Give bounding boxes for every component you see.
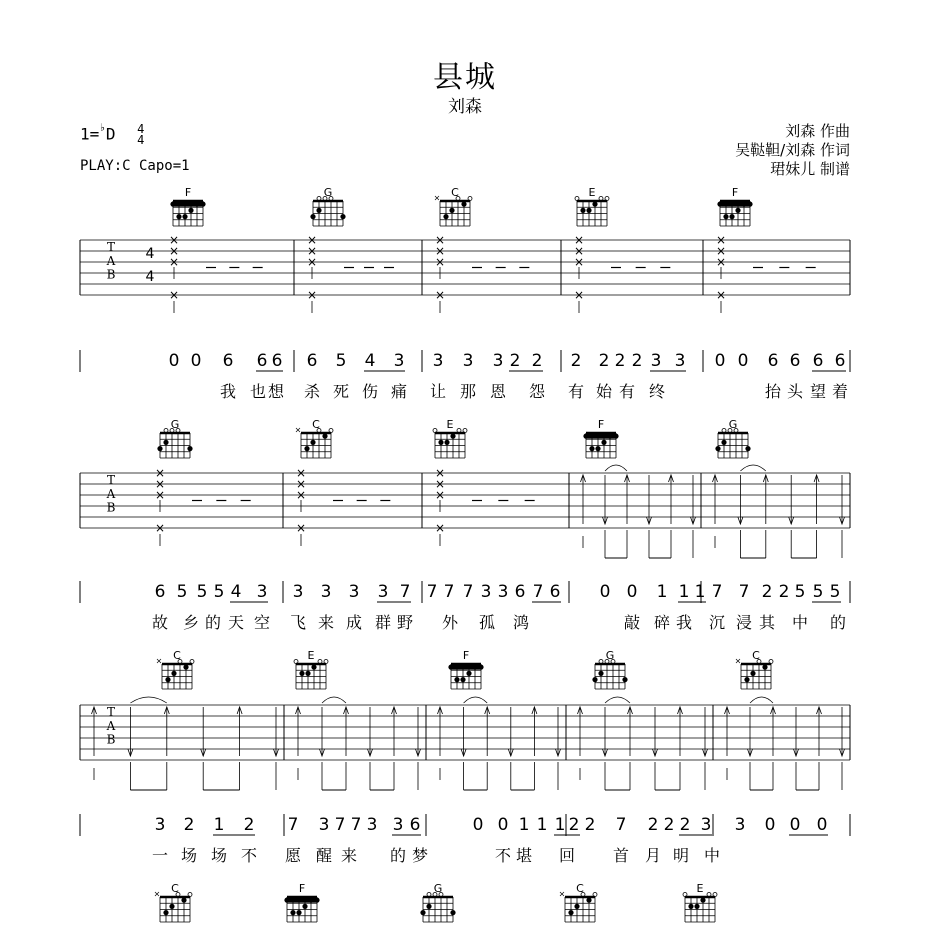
numbered-notation-3 [80, 814, 850, 836]
tab-letter: B [106, 267, 116, 282]
chord-diagram-C [559, 882, 597, 922]
chord-diagram-C [434, 186, 472, 226]
note-6: 6 [789, 351, 801, 371]
lyric-char: 望 [809, 382, 827, 401]
lyric-char: 始 [595, 382, 613, 401]
svg-text:×: × [306, 288, 318, 302]
note-6: 6 [271, 351, 283, 371]
lyric-char: 来 [340, 846, 358, 865]
svg-text:×: × [573, 288, 585, 302]
note-0: 0 [816, 815, 828, 835]
tab-letter: T [106, 240, 116, 254]
chord-diagram-G [157, 418, 192, 458]
key-flat: ♭ [99, 120, 106, 134]
chord-name: G [605, 649, 615, 662]
song-title: 县城 [433, 60, 497, 95]
tab-letter: A [106, 718, 116, 733]
note-6: 6 [256, 351, 268, 371]
svg-text:×: × [573, 233, 585, 247]
note-2: 2 [183, 815, 195, 835]
lyric-char: 堪 [515, 846, 533, 865]
note-3: 3 [393, 351, 405, 371]
svg-text:×: × [434, 233, 446, 247]
note-3: 3 [674, 351, 686, 371]
tab-letter: B [106, 732, 116, 747]
lyric-char: 的 [829, 613, 847, 632]
lyric-char: 外 [441, 613, 459, 632]
tab-staff-1 [80, 233, 850, 313]
lyric-char: 杀 [303, 382, 321, 401]
svg-text:×: × [168, 255, 180, 269]
svg-text:×: × [168, 244, 180, 258]
note-3: 3 [377, 582, 389, 602]
numbered-notation-2 [80, 581, 850, 603]
note-1: 1 [518, 815, 530, 835]
note-3: 3 [348, 582, 360, 602]
lyric-char: 群 [374, 613, 392, 632]
svg-text:×: × [434, 255, 446, 269]
note-0: 0 [168, 351, 180, 371]
chord-diagram-G [310, 186, 345, 226]
chord-diagram-F [284, 882, 319, 922]
chord-name: F [184, 186, 192, 199]
note-7: 7 [350, 815, 362, 835]
note-3: 3 [734, 815, 746, 835]
chord-name: G [323, 186, 333, 199]
note-7: 7 [532, 582, 544, 602]
note-1: 1 [554, 815, 566, 835]
note-0: 0 [472, 815, 484, 835]
chord-name: C [173, 649, 181, 662]
note-0: 0 [789, 815, 801, 835]
svg-text:×: × [306, 233, 318, 247]
svg-text:×: × [558, 889, 566, 899]
time-top: 4 [137, 122, 145, 136]
note-3: 3 [497, 582, 509, 602]
tab-staff-2 [80, 465, 850, 558]
note-6: 6 [812, 351, 824, 371]
note-6: 6 [222, 351, 234, 371]
svg-text:×: × [154, 521, 166, 535]
note-2: 2 [614, 351, 626, 371]
key-note: D [105, 124, 116, 144]
svg-text:×: × [434, 244, 446, 258]
svg-text:×: × [573, 255, 585, 269]
chord-diagram-F [170, 186, 205, 226]
chord-diagram-C [295, 418, 333, 458]
note-1: 1 [213, 815, 225, 835]
lyric-char: 终 [648, 382, 666, 401]
lyric-char: 伤 [361, 382, 379, 401]
credit-composer: 刘森 作曲 [785, 122, 850, 140]
lyric-char: 一 [151, 846, 169, 865]
chord-diagram-E [433, 418, 467, 458]
svg-text:×: × [434, 466, 446, 480]
svg-text:×: × [168, 288, 180, 302]
note-3: 3 [292, 582, 304, 602]
svg-text:×: × [295, 466, 307, 480]
svg-text:×: × [294, 425, 302, 435]
note-5: 5 [176, 582, 188, 602]
note-2: 2 [568, 815, 580, 835]
note-6: 6 [834, 351, 846, 371]
chord-name: F [462, 649, 470, 662]
note-3: 3 [392, 815, 404, 835]
lyric-char: 敲 [623, 613, 641, 632]
note-7: 7 [711, 582, 723, 602]
chord-name: F [731, 186, 739, 199]
lyric-char: 鸿 [512, 613, 530, 632]
note-3: 3 [256, 582, 268, 602]
play-capo: PLAY:C Capo=1 [80, 158, 190, 174]
note-3: 3 [700, 815, 712, 835]
note-3: 3 [492, 351, 504, 371]
svg-text:×: × [155, 656, 163, 666]
svg-text:×: × [295, 521, 307, 535]
chord-diagram-C [156, 649, 194, 689]
note-1: 1 [656, 582, 668, 602]
lyric-char: 场 [210, 846, 228, 865]
chord-name: E [446, 418, 454, 431]
lyric-char: 的 [389, 846, 407, 865]
note-2: 2 [631, 351, 643, 371]
note-2: 2 [598, 351, 610, 371]
note-2: 2 [663, 815, 675, 835]
note-7: 7 [426, 582, 438, 602]
note-7: 7 [462, 582, 474, 602]
note-1: 1 [536, 815, 548, 835]
note-7: 7 [399, 582, 411, 602]
note-5: 5 [335, 351, 347, 371]
svg-text:×: × [168, 233, 180, 247]
lyric-char: 孤 [478, 613, 496, 632]
chord-name: E [307, 649, 315, 662]
chord-name: C [576, 882, 584, 895]
note-0: 0 [714, 351, 726, 371]
note-6: 6 [306, 351, 318, 371]
note-6: 6 [154, 582, 166, 602]
lyric-char: 不 [494, 846, 512, 865]
lyric-char: 那 [459, 382, 477, 401]
note-0: 0 [599, 582, 611, 602]
lyric-char: 明 [672, 846, 690, 865]
note-5: 5 [794, 582, 806, 602]
lyric-char: 梦 [411, 846, 429, 865]
svg-text:×: × [734, 656, 742, 666]
lyric-char: 天 [227, 613, 245, 632]
lyric-char: 着 [831, 382, 849, 401]
chord-diagram-F [583, 418, 618, 458]
note-4: 4 [364, 351, 376, 371]
lyric-char: 痛 [390, 382, 408, 401]
key-prefix: 1= [80, 124, 100, 144]
svg-text:×: × [306, 255, 318, 269]
svg-text:×: × [715, 255, 727, 269]
tab-letter: A [106, 253, 116, 268]
chord-name: G [728, 418, 738, 431]
note-5: 5 [196, 582, 208, 602]
svg-text:×: × [573, 244, 585, 258]
svg-text:×: × [434, 488, 446, 502]
svg-text:×: × [715, 244, 727, 258]
tab-letter: A [106, 486, 116, 501]
chord-name: C [752, 649, 760, 662]
lyric-char: 死 [332, 382, 350, 401]
lyric-char: 头 [786, 382, 804, 401]
chord-diagram-F [448, 649, 483, 689]
svg-text:×: × [306, 244, 318, 258]
tab-staff-3 [80, 697, 850, 790]
lyric-char: 其 [758, 613, 776, 632]
chord-name: C [312, 418, 320, 431]
lyric-char: 愿 [284, 846, 302, 865]
note-5: 5 [829, 582, 841, 602]
lyric-char: 飞 [289, 613, 307, 632]
note-2: 2 [647, 815, 659, 835]
lyric-char: 来 [317, 613, 335, 632]
note-0: 0 [737, 351, 749, 371]
note-3: 3 [320, 582, 332, 602]
lyric-char: 想 [267, 382, 285, 401]
credit-transcriber: 珺妹儿 制谱 [770, 160, 850, 178]
chord-diagram-C [154, 882, 192, 922]
lyric-char: 让 [429, 382, 447, 401]
lyric-char: 也 [249, 382, 267, 401]
note-4: 4 [230, 582, 242, 602]
lyric-char: 沉 [708, 613, 726, 632]
tab-letter: T [106, 705, 116, 719]
numbered-notation-1 [80, 350, 850, 372]
note-2: 2 [584, 815, 596, 835]
lyric-char: 乡 [182, 613, 200, 632]
svg-text:×: × [434, 521, 446, 535]
lyric-char: 抬 [764, 382, 782, 401]
lyric-char: 成 [345, 613, 363, 632]
note-3: 3 [480, 582, 492, 602]
lyric-char: 浸 [735, 613, 753, 632]
lyric-char: 醒 [315, 846, 333, 865]
note-0: 0 [190, 351, 202, 371]
svg-text:×: × [154, 477, 166, 491]
chord-name: E [696, 882, 704, 895]
chord-diagram-G [420, 882, 455, 922]
time-bottom: 4 [137, 133, 145, 147]
svg-text:×: × [715, 233, 727, 247]
note-2: 2 [570, 351, 582, 371]
note-3: 3 [650, 351, 662, 371]
note-7: 7 [334, 815, 346, 835]
tab-time-sig: 4 [145, 246, 155, 262]
chord-name: E [588, 186, 596, 199]
note-2: 2 [679, 815, 691, 835]
chord-name: G [433, 882, 443, 895]
chord-name: F [597, 418, 605, 431]
chord-diagram-E [575, 186, 609, 226]
lyric-char: 回 [558, 846, 576, 865]
lyric-char: 我 [675, 613, 693, 632]
note-7: 7 [615, 815, 627, 835]
note-3: 3 [366, 815, 378, 835]
chord-name: C [171, 882, 179, 895]
lyric-char: 有 [618, 382, 636, 401]
note-7: 7 [443, 582, 455, 602]
note-5: 5 [812, 582, 824, 602]
chord-diagram-G [592, 649, 627, 689]
chord-name: C [451, 186, 459, 199]
chord-diagram-C [735, 649, 773, 689]
note-3: 3 [462, 351, 474, 371]
lyric-char: 月 [644, 846, 662, 865]
chord-name: F [298, 882, 306, 895]
svg-text:×: × [154, 466, 166, 480]
lyric-char: 空 [253, 613, 271, 632]
tab-letter: B [106, 500, 116, 515]
note-5: 5 [213, 582, 225, 602]
chord-name: G [170, 418, 180, 431]
note-0: 0 [764, 815, 776, 835]
lyric-char: 碎 [653, 613, 671, 632]
chord-diagram-F [717, 186, 752, 226]
note-3: 3 [432, 351, 444, 371]
svg-text:×: × [434, 477, 446, 491]
lyric-char: 场 [180, 846, 198, 865]
tab-time-sig: 4 [145, 269, 155, 285]
lyric-char: 有 [567, 382, 585, 401]
svg-text:×: × [295, 488, 307, 502]
chord-diagram-E [294, 649, 328, 689]
lyric-char: 故 [151, 613, 169, 632]
note-2: 2 [509, 351, 521, 371]
chord-diagram-G [715, 418, 750, 458]
credit-lyricist: 吴鞑靼/刘森 作词 [735, 141, 850, 159]
note-1: 1 [678, 582, 690, 602]
lyric-char: 我 [219, 382, 237, 401]
note-6: 6 [409, 815, 421, 835]
lyric-char: 野 [396, 613, 414, 632]
svg-text:×: × [153, 889, 161, 899]
lyric-char: 首 [612, 846, 630, 865]
lyric-char: 中 [703, 846, 721, 865]
note-6: 6 [514, 582, 526, 602]
note-2: 2 [778, 582, 790, 602]
note-3: 3 [154, 815, 166, 835]
note-6: 6 [767, 351, 779, 371]
note-3: 3 [318, 815, 330, 835]
svg-text:×: × [295, 477, 307, 491]
lyric-char: 中 [791, 613, 809, 632]
lyric-char: 怨 [528, 382, 546, 401]
note-1: 1 [694, 582, 706, 602]
note-6: 6 [549, 582, 561, 602]
note-2: 2 [761, 582, 773, 602]
song-artist: 刘森 [448, 97, 482, 117]
note-7: 7 [287, 815, 299, 835]
svg-text:×: × [434, 288, 446, 302]
svg-text:×: × [154, 488, 166, 502]
note-2: 2 [243, 815, 255, 835]
lyric-char: 不 [240, 846, 258, 865]
tab-letter: T [106, 473, 116, 487]
note-2: 2 [531, 351, 543, 371]
svg-text:×: × [715, 288, 727, 302]
note-7: 7 [738, 582, 750, 602]
note-0: 0 [626, 582, 638, 602]
chord-diagram-E [683, 882, 717, 922]
note-0: 0 [497, 815, 509, 835]
svg-text:×: × [433, 193, 441, 203]
lyric-char: 恩 [489, 382, 507, 401]
lyric-char: 的 [204, 613, 222, 632]
